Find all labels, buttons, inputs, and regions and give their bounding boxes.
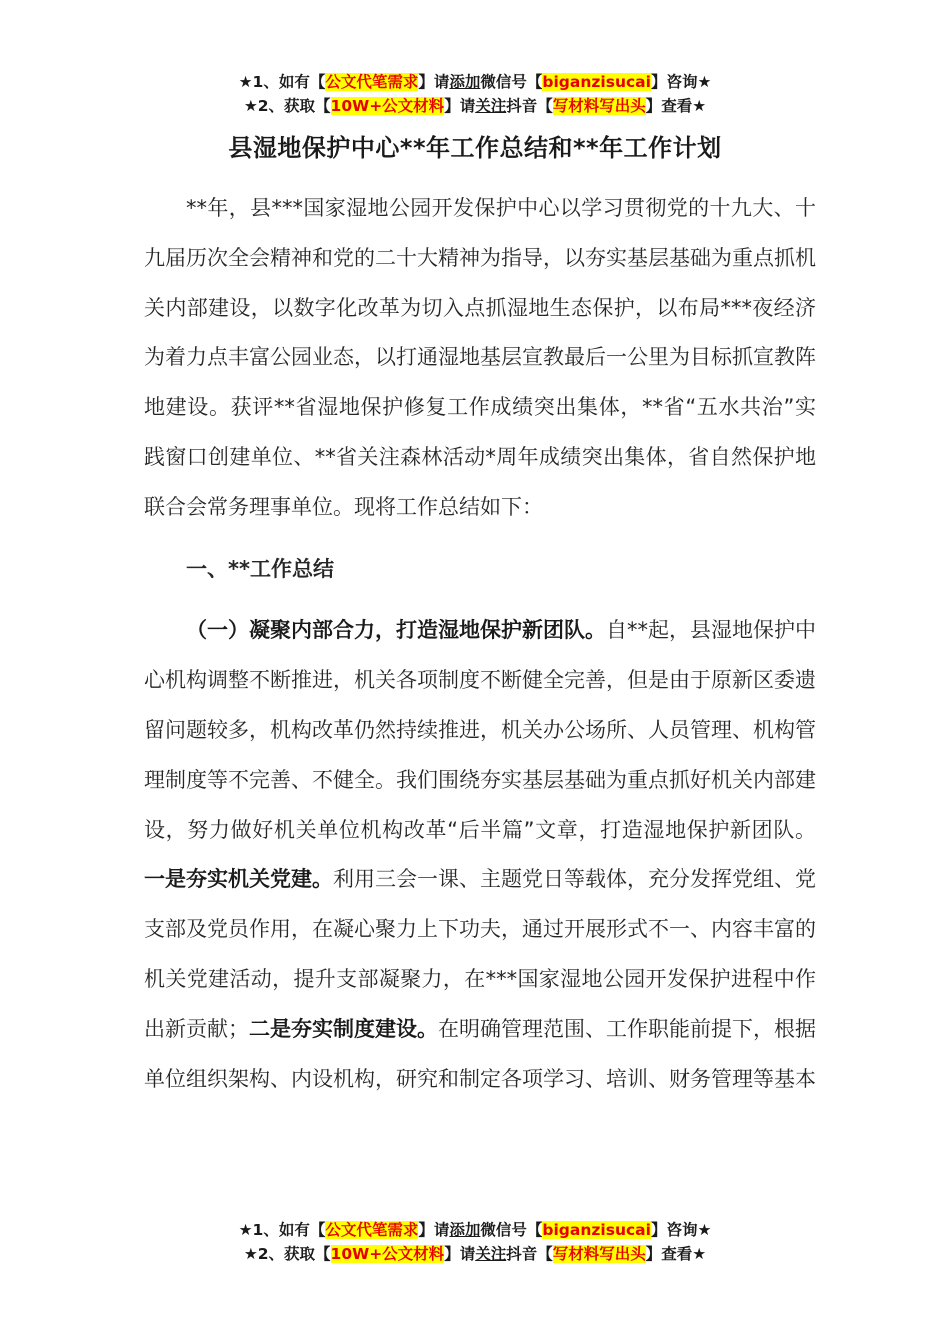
underlined-text: 关注 (475, 1245, 507, 1263)
banner-line-1: ★1、如有【公文代笔需求】请添加微信号【biganzisucai】咨询★ (238, 1221, 712, 1239)
underlined-text: 添加 (449, 1221, 481, 1239)
point-label: 二是夯实制度建设。 (249, 1016, 438, 1041)
document-body (144, 184, 816, 1104)
underlined-text: 添加 (449, 73, 481, 91)
highlight-text: 公文代笔需求 (325, 73, 419, 91)
banner-line-2: ★2、获取【10W+公文材料】请关注抖音【写材料写出头】查看★ (243, 97, 707, 115)
subsection-paragraph: （一）凝聚内部合力，打造湿地保护新团队。自**起，县湿地保护中心机构调整不断推进，机关各项制度不断健全完善，但是由于原新区委遗留问题较多，机构改革仍然持续推进，机关办公场所、人员管理、机构管理制度等不完善、不健全。我们围绕夯实基层基础为重点抓好机关内部建设，努力做好机关单位机构改革“后半篇”文章，打造湿地保护新团队。一是夯实机关党建。利用三会一课、主题党日等载体，充分发挥党组、党支部及党员作用，在凝心聚力上下功夫，通过开展形式不一、内容丰富的机关党建活动，提升支部凝聚力，在***国家湿地公园开发保护进程中作出新贡献；二是夯实制度建设。在明确管理范围、工作职能前提下，根据单位组织架构、内设机构，研究和制定各项学习、培训、财务管理等基本 (144, 618, 816, 1091)
wechat-id: biganzisucai (542, 1221, 651, 1239)
highlight-text: 10W+公文材料 (330, 1245, 445, 1263)
highlight-text: 公文代笔需求 (325, 1221, 419, 1239)
point-label: 一是夯实机关党建。 (144, 867, 333, 892)
footer-banner (0, 1218, 950, 1266)
douyin-id: 写材料写出头 (552, 97, 646, 115)
douyin-id: 写材料写出头 (552, 1245, 646, 1263)
banner-line-2: ★2、获取【10W+公文材料】请关注抖音【写材料写出头】查看★ (243, 1245, 707, 1263)
wechat-id: biganzisucai (542, 73, 651, 91)
intro-paragraph: **年，县***国家湿地公园开发保护中心以学习贯彻党的十九大、十九届历次全会精神和党的二十大精神为指导，以夯实基层基础为重点抓机关内部建设，以数字化改革为切入点抓湿地生态保护，以布局***夜经济为着力点丰富公园业态，以打通湿地基层宣教最后一公里为目标抓宣教阵地建设。获评**省湿地保护修复工作成绩突出集体，**省“五水共治”实践窗口创建单位、**省关注森林活动*周年成绩突出集体，省自然保护地联合会常务理事单位。现将工作总结如下： (144, 196, 816, 519)
document-title: 县湿地保护中心**年工作总结和**年工作计划 (228, 134, 722, 162)
subsection-lead: （一）凝聚内部合力，打造湿地保护新团队。 (186, 618, 606, 643)
highlight-text: 10W+公文材料 (330, 97, 445, 115)
section-heading: 一、**工作总结 (186, 556, 334, 581)
underlined-text: 关注 (475, 97, 507, 115)
header-banner (0, 70, 950, 118)
banner-line-1: ★1、如有【公文代笔需求】请添加微信号【biganzisucai】咨询★ (238, 73, 712, 91)
